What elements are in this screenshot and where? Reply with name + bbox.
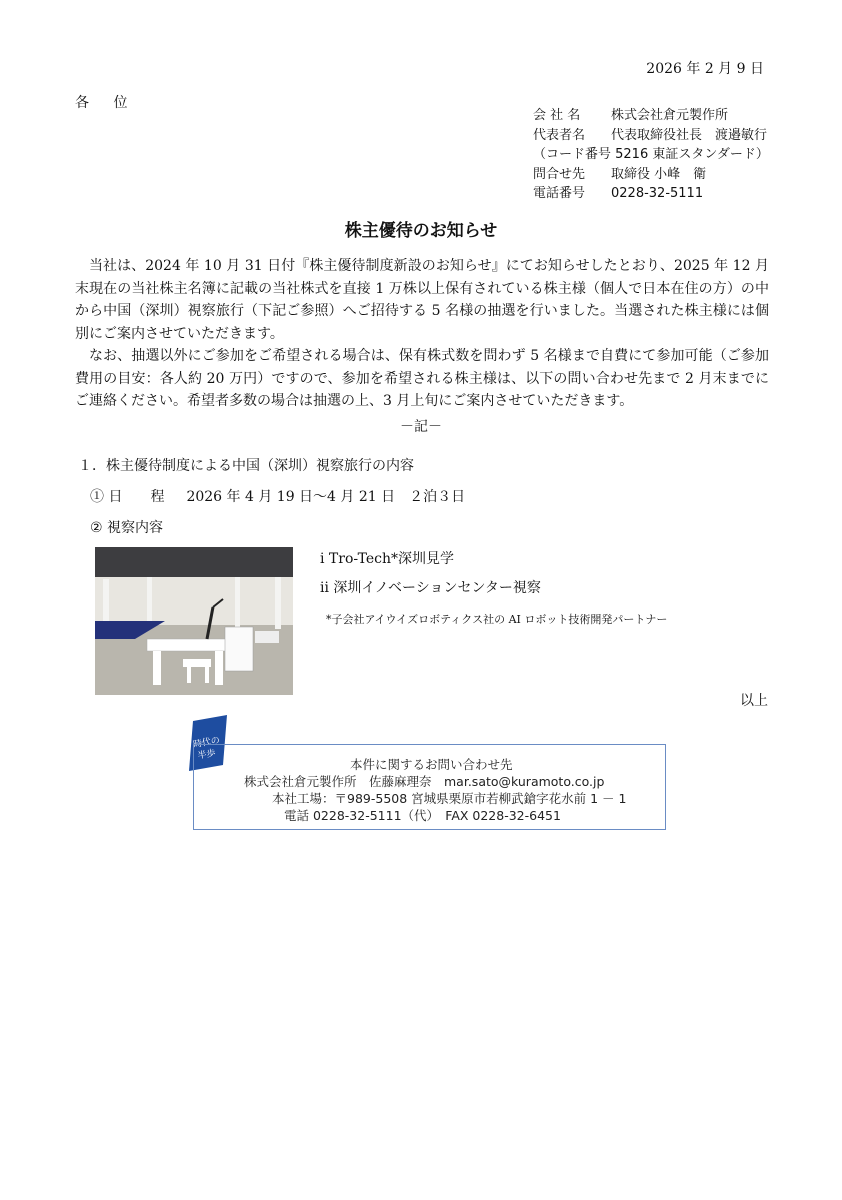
closing-ijo: 以上: [740, 693, 768, 709]
schedule-item: [90, 486, 465, 506]
schedule-value: 2026 年 4 月 19 日～4 月 21 日 ２泊３日: [186, 489, 466, 505]
company-info: [533, 106, 769, 204]
contact-person-row: 問合せ先 取締役 小峰 衛: [533, 166, 707, 182]
svg-text:時代の: 時代の: [192, 735, 221, 751]
representative-row: 代表者名 代表取締役社長 渡邉敏行: [533, 127, 768, 143]
visit-item-1: ⅰ Tro-Tech*深圳見学: [320, 551, 455, 567]
stock-code-row: （コード番号 5216 東証スタンダード）: [533, 147, 769, 162]
addressee: 各 位: [75, 95, 138, 111]
paragraph-1: 当社は、2024 年 10 月 31 日付『株主優待制度新設のお知らせ』にてお知らせしたとおり、2025 年 12 月末現在の当社株主名簿に記載の当社株式を直接 1 万株以上保有されている株主様（個人で日本在住の方）の中から中国（深圳）視察旅行（下記ご参照）へご招待する 5 名様の抽選を行いました。当選された株主様には個別にご案内させていただきます。: [75, 258, 769, 342]
contact-line-1: 株式会社倉元製作所 佐藤麻理奈 mar.sato@kuramoto.co.jp: [244, 774, 605, 789]
contact-heading: 本件に関するお問い合わせ先: [350, 757, 513, 772]
ki-heading: －記－: [400, 419, 442, 435]
contact-line-3: 電話 0228-32-5111（代） FAX 0228-32-6451: [284, 808, 561, 823]
contact-box: [193, 744, 666, 830]
body-text: [75, 255, 769, 413]
section-1-title: １．株主優待制度による中国（深圳）視察旅行の内容: [78, 458, 414, 474]
contact-line-2: 本社工場：〒989-5508 宮城県栗原市若柳武鎗字花水前 1 － 1: [272, 791, 627, 806]
visit-item-2: ⅱ 深圳イノベーションセンター視察: [320, 580, 541, 596]
schedule-label: ① 日 程: [90, 489, 165, 505]
paragraph-2: なお、抽選以外にご参加をご希望される場合は、保有株式数を問わず 5 名様まで自費にて参加可能（ご参加費用の目安：各人約 20 万円）ですので、参加を希望される株主様は、以下の問い合わせ先まで 2 月末までにご連絡ください。希望者多数の場合は抽選の上、3 月上旬にご案内させていただきます。: [75, 348, 769, 409]
document-date: 2026 年 2 月 9 日: [646, 61, 764, 77]
showroom-photo: [95, 547, 293, 695]
svg-text:半歩: 半歩: [196, 748, 217, 762]
phone-row: 電話番号 0228-32-5111: [533, 186, 704, 201]
page-title: 株主優待のお知らせ: [344, 221, 498, 241]
company-name-row: 会 社 名 株式会社倉元製作所: [533, 108, 729, 123]
visit-note: *子会社アイウイズロボティクス社の AI ロボット技術開発パートナー: [326, 613, 668, 626]
visit-label: ② 視察内容: [90, 520, 164, 536]
